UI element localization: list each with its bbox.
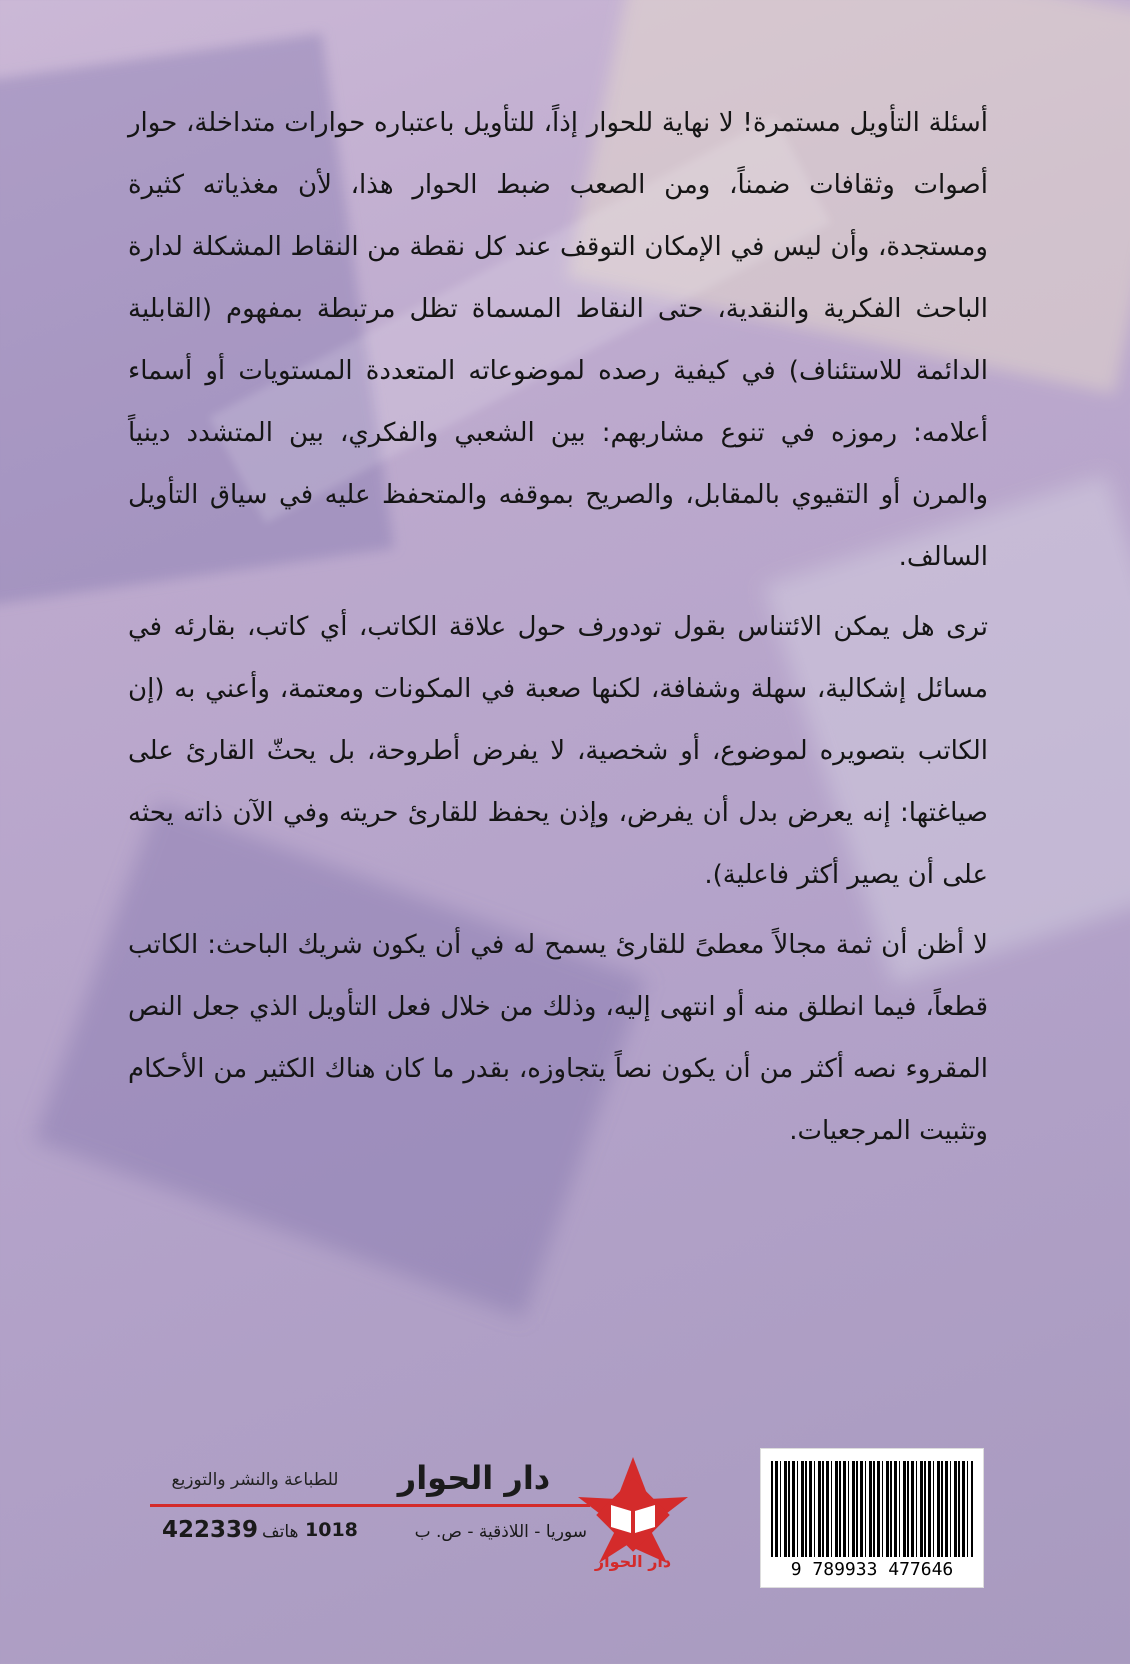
- barcode-bars: [771, 1461, 973, 1557]
- paragraph-2: ترى هل يمكن الائتناس بقول تودورف حول علاقة الكاتب، أي كاتب، بقارئه في مسائل إشكالية، سهلة وشفافة، لكنها صعبة في المكونات ومعتمة، وأعني به (إن الكاتب بتصويره لموضوع، أو شخصية، لا يفرض أطروحة، بل يحثّ القارئ على صياغتها: إنه يعرض بدل أن يفرض، وإذن يحفظ للقارئ حريته وفي الآن ذاته يحثه على أن يصير أكثر فاعلية).: [128, 612, 988, 890]
- publisher-location: سوريا - اللاذقية - ص. ب: [414, 1522, 587, 1542]
- publisher-name: دار الحوار: [397, 1459, 551, 1497]
- paragraph-3: لا أظن أن ثمة مجالاً معطىً للقارئ يسمح له في أن يكون شريك الباحث: الكاتب قطعاً، فيما انطلق منه أو انتهى إليه، وذلك من خلال فعل التأويل الذي جعل النص المقروء نصه أكثر من أن يكون نصاً يتجاوزه، بقدر ما كان هناك الكثير من الأحكام وتثبيت المرجعيات.: [128, 930, 988, 1146]
- paragraph-1: أسئلة التأويل مستمرة! لا نهاية للحوار إذاً، للتأويل باعتباره حوارات متداخلة، حوار أصوات وثقافات ضمناً، ومن الصعب ضبط الحوار هذا، لأن مغذياته كثيرة ومستجدة، وأن ليس في الإمكان التوقف عند كل نقطة من النقاط المشكلة لدارة الباحث الفكرية والنقدية، حتى النقاط المسماة تظل مرتبطة بمفهوم (القابلية الدائمة للاستئناف) في كيفية رصده لموضوعاته المتعددة المستويات أو أسماء أعلامه: رموزه في تنوع مشاربهم: بين الشعبي والفكري، بين المتشدد دينياً والمرن أو التقيوي بالمقابل، والصريح بموقفه والمتحفظ عليه في سياق التأويل السالف.: [128, 108, 988, 572]
- barcode-number: 9 789933 477646: [790, 1559, 954, 1580]
- publisher-phone: 422339: [162, 1517, 259, 1543]
- publisher-pobox: 1018: [305, 1519, 358, 1541]
- publisher-tagline: للطباعة والنشر والتوزيع: [171, 1470, 339, 1490]
- logo-text: دار الحوار: [594, 1552, 672, 1571]
- publisher-divider: [150, 1504, 590, 1507]
- publisher-logo-icon: [570, 1455, 696, 1575]
- isbn-barcode: [760, 1448, 984, 1588]
- back-cover-text: [128, 92, 988, 1170]
- publisher-phone-label: هاتف: [262, 1522, 299, 1542]
